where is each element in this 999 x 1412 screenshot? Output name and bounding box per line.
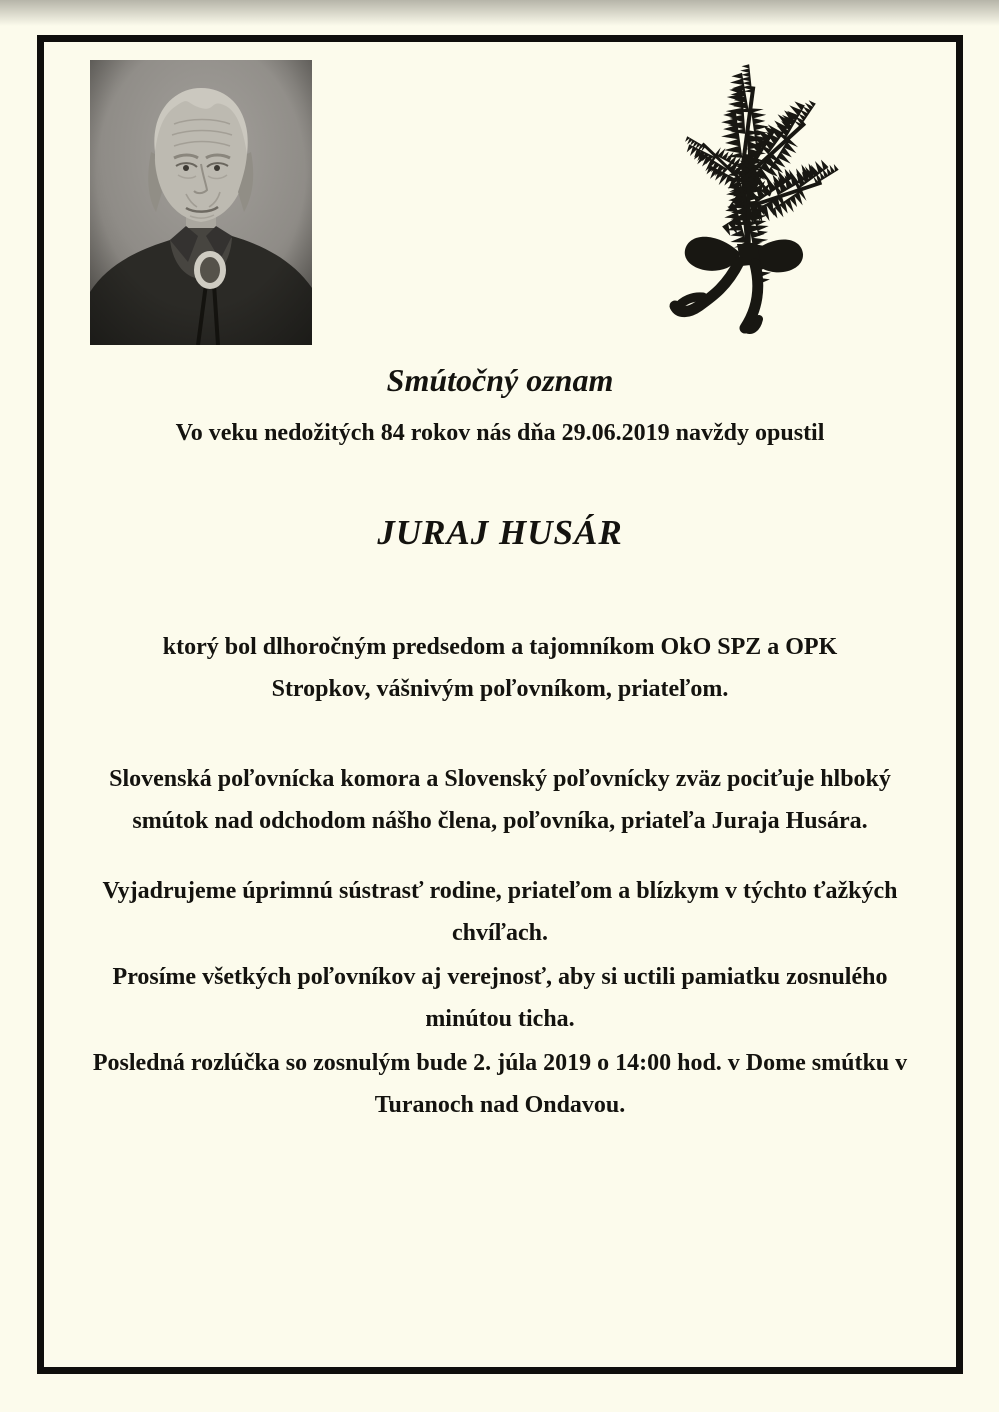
deceased-name: JURAJ HUSÁR bbox=[377, 513, 623, 552]
page-edge-shadow bbox=[0, 0, 999, 26]
memorial-frame bbox=[37, 35, 963, 1374]
notice-paragraph: Vyjadrujeme úprimnú sústrasť rodine, priateľom a blízkym v týchto ťažkých chvíľach. bbox=[102, 878, 898, 946]
notice-intro: Vo veku nedožitých 84 rokov nás dňa 29.06.2019 navždy opustil bbox=[175, 420, 825, 446]
notice-paragraph: Posledná rozlúčka so zosnulým bude 2. júla 2019 o 14:00 hod. v Dome smútku v Turanoch nad Ondavou. bbox=[92, 1050, 908, 1118]
notice-content bbox=[44, 42, 956, 1126]
notice-title: Smútočný oznam bbox=[386, 362, 614, 398]
notice-paragraph: Slovenská poľovnícka komora a Slovenský poľovnícky zväz pociťuje hlboký smútok nad odchodom nášho člena, poľovníka, priateľa Juraja Husára. bbox=[109, 766, 891, 834]
notice-paragraph: ktorý bol dlhoročným predsedom a tajomníkom OkO SPZ a OPK Stropkov, vášnivým poľovníkom, priateľom. bbox=[162, 634, 838, 702]
notice-paragraph: Prosíme všetkých poľovníkov aj verejnosť, aby si uctili pamiatku zosnulého minútou ticha. bbox=[112, 964, 888, 1032]
